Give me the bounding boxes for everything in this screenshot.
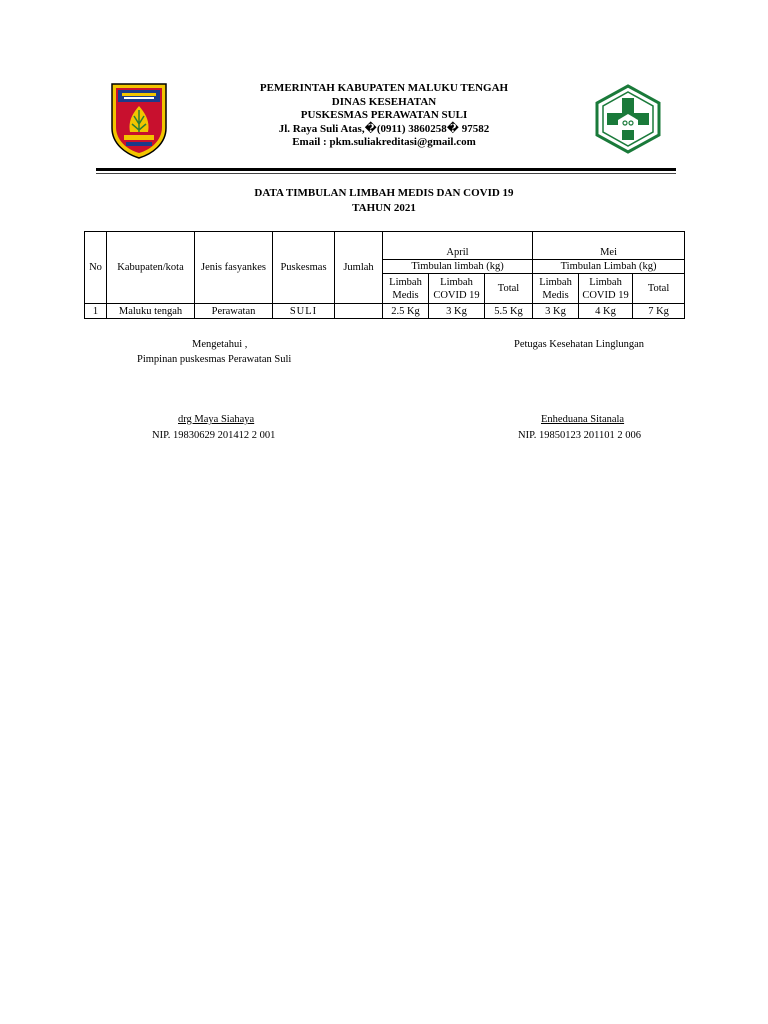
- sig-left-position: Pimpinan puskesmas Perawatan Suli: [137, 354, 292, 365]
- sig-right-nip: NIP. 19850123 201101 2 006: [518, 430, 641, 441]
- cell-april-covid: 3 Kg: [429, 304, 485, 319]
- letterhead-agency: DINAS KESEHATAN: [331, 95, 437, 108]
- header-april-timbulan: Timbulan limbah (kg): [383, 260, 533, 274]
- table-row: [85, 304, 685, 319]
- letterhead-facility: PUSKESMAS PERAWATAN SULI: [300, 109, 468, 121]
- header-month-april: April: [383, 232, 533, 260]
- header-mei-timbulan: Timbulan Limbah (kg): [533, 260, 685, 274]
- letterhead: [200, 82, 568, 150]
- header-jumlah: Jumlah: [335, 232, 383, 304]
- header-puskesmas: Puskesmas: [273, 232, 335, 304]
- sig-left-name: drg Maya Siahaya: [178, 414, 255, 425]
- title-year: TAHUN 2021: [352, 202, 416, 214]
- letterhead-rule-thin: [96, 173, 676, 174]
- cell-puskesmas: SULI: [273, 304, 335, 319]
- cell-april-total: 5.5 Kg: [485, 304, 533, 319]
- cell-jenis: Perawatan: [195, 304, 273, 319]
- cell-mei-medis: 3 Kg: [533, 304, 579, 319]
- cell-mei-covid: 4 Kg: [579, 304, 633, 319]
- letterhead-rule: [96, 168, 676, 171]
- regency-coat-of-arms-icon: [108, 80, 170, 160]
- sig-left-acknowledged: Mengetahui ,: [192, 339, 248, 350]
- header-jenis-fasyankes: Jenis fasyankes: [195, 232, 273, 304]
- puskesmas-cross-icon: [593, 84, 663, 154]
- cell-mei-total: 7 Kg: [633, 304, 685, 319]
- letterhead-government: PEMERINTAH KABUPATEN MALUKU TENGAH: [259, 82, 509, 94]
- sig-right-name: Enheduana Sitanala: [541, 414, 625, 425]
- title-line: DATA TIMBULAN LIMBAH MEDIS DAN COVID 19: [254, 187, 514, 199]
- header-mei-limbah-medis: Limbah Medis: [533, 274, 579, 304]
- waste-data-table: [84, 231, 685, 319]
- letterhead-email: Email : pkm.suliakreditasi@gmail.com: [292, 136, 476, 148]
- header-kabupaten: Kabupaten/kota: [107, 232, 195, 304]
- header-mei-limbah-covid: Limbah COVID 19: [579, 274, 633, 304]
- cell-april-medis: 2.5 Kg: [383, 304, 429, 319]
- header-april-limbah-covid: Limbah COVID 19: [429, 274, 485, 304]
- sig-right-position: Petugas Kesehatan Linglungan: [514, 339, 645, 350]
- cell-jumlah: [335, 304, 383, 319]
- header-april-limbah-medis: Limbah Medis: [383, 274, 429, 304]
- sig-left-nip: NIP. 19830629 201412 2 001: [152, 430, 276, 441]
- header-no: No: [85, 232, 107, 304]
- letterhead-address: Jl. Raya Suli Atas,�(0911) 3860258� 97582: [278, 122, 490, 135]
- header-mei-total: Total: [633, 274, 685, 304]
- header-month-mei: Mei: [533, 232, 685, 260]
- header-april-total: Total: [485, 274, 533, 304]
- cell-kabupaten: Maluku tengah: [107, 304, 195, 319]
- cell-no: 1: [85, 304, 107, 319]
- document-title: [184, 186, 584, 216]
